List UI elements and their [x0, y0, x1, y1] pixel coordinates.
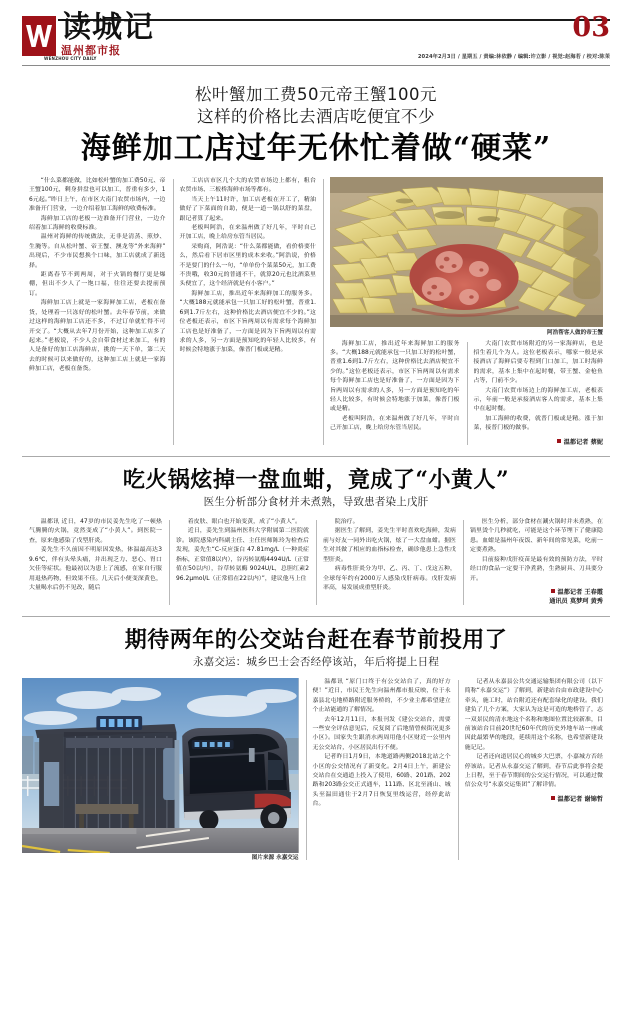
byline-square-icon [551, 589, 555, 593]
article1-photo-column [323, 177, 610, 447]
paragraph: 工店店市区几个大的农贸市场边上都有，粗台农贸市场、三板桥海鲜市场等都有。 [179, 178, 316, 194]
article2-byline [470, 588, 603, 607]
article3-photo-caption: 图片来源 永嘉交运 [251, 855, 299, 862]
paragraph: 医生分析，部分食材在涮火锅时并未煮熟，在锅里烫个几秒就吃，可能是这个环节埋下了健康隐患。血蚶是温州年夜饭、新年间的常见菜，吃前一定要煮熟。 [470, 519, 603, 554]
article1-byline-text: 温都记者 蔡妮 [563, 438, 603, 446]
paragraph: 海鲜加工店，推出近年来海鲜加工的服务多。“大概188元就能承包一只加工好的松叶蟹，普重1.6到1.7斤左右，这种价格比去酒店便宜不少的。”这位老板还表示，市区下旨两周以有需求每个海鲜加工店也是好准备了，一方面是因为下旨两周以有需求的人多，另一方面是预知吃的年轻人比较多，有时候会特地涨于加菜，像普门板或是精。 [330, 340, 460, 413]
masthead-titles [61, 12, 154, 57]
paragraph: 近日，姜先生到温州医科大学附属第二医院就诊。该院感染内科副主任、主任医师陈玲为检查后发现，姜先生“C-反应蛋白 47.81mg/L（一种炎症指标，正常值8以内），谷丙转氨酶4494U/L（正常值在50以内），谷草转氨酶 9024U/L，总胆红素296.2μmol/L（正常值在22以内）”，建议他马上住 [176, 528, 309, 582]
article2-columns [22, 518, 610, 607]
article3-columns [22, 678, 610, 863]
byline-square-icon [551, 796, 555, 800]
paragraph: 海鲜加工店，推出近年来海鲜加工的服务多。“大概188元就能承包一只加工好的松叶蟹，普重1.6到1.7斤左右，这种价格比去酒店便宜不少的。”这位老板还表示，市区下旨两周以有需求每个海鲜加工店也是好准备了，一方面是因为下旨两周以有需求的人多，另一方面是预知吃的年轻人比较多，有时候会特地涨于加菜，像普门板或是精。 [179, 290, 316, 354]
article1-shoulder-line2: 这样的价格比去酒店吃便宜不少 [197, 107, 435, 126]
paragraph: “什么菜都能做，比如松叶蟹的加工费50元、帝王蟹100元，剩身拼盘也可以加工，普重有多少，16元起。”昨日上午，在市区大南门农贸市场内，一边准备开门营业，一边介绍着加工海鲜的收费标准。 [29, 178, 166, 213]
crab-dish-photo [330, 177, 603, 327]
logo-english-text: WENZHOU CITY DAILY [44, 56, 97, 61]
paragraph: 温都讯 近日，47岁的市民姜先生吃了一顿热气腾腾的火锅，竟然变成了“小黄人”。到医院一查，原来他感染了戊型肝炎。 [29, 519, 162, 544]
paragraph: 海鲜加工店上就是一家海鲜加工店，老板在备货，处理着一只冻好的松叶蟹。去年春节前，来做过这样的海鲜加工店还不多，不过订单就忙得不可开交了。“大概从去年7月份开始，这种加工店多了起来。”老板说，不少人会自带食材过来加工，有的人是备好的加工店海鲜店，挑的一天下单，第二天去的时候可以来做好的，这种加工店上就是一家海鲜加工店，老板在备货。 [29, 300, 166, 373]
article1-byline [474, 438, 604, 448]
paragraph: 大南门农贸市场边上的海鲜加工店，老板表示，年前一般是承接酒店客人的需求，基本上集中在起时餐。 [473, 387, 603, 413]
article2-column-3 [316, 518, 463, 607]
w-logo-icon [22, 16, 56, 56]
paragraph: 着皮肤、眼白也开始变黄，成了“小黄人”。 [187, 519, 301, 526]
dateline: 2024年2月3日 / 星期五 / 责编:林依静 / 编辑:许立影 / 视觉:赵海若 / 校对:陈茉 [417, 54, 610, 60]
article1-column-2 [173, 177, 324, 447]
paragraph: 病毒性肝炎分为甲、乙、丙、丁、戊这五种，全球每年约有2000万人感染戊肝病毒。戊肝发病率高，易发展成重型肝炎。 [323, 566, 456, 591]
paragraph: 距离春节不到两周，对于火锅的餐厅更是爆棚，但出不少人了一饱口福，往往还要去提前预订。 [29, 272, 166, 297]
paragraph: 温州对海鲜的传统做法，无非是清蒸、煎炒、生腌等。自从松叶蟹、帝王蟹、澳龙等“外来海鲜”出现后，不少市民想换个口味，加工店就成了新选择。 [29, 234, 166, 269]
article1-shoulder-line1: 松叶蟹加工费50元帝王蟹100元 [195, 85, 437, 104]
article1-lower-columns [330, 340, 603, 448]
article2-headline-block [22, 466, 610, 510]
article1-headline-block [22, 84, 610, 168]
article1-columns [22, 177, 610, 447]
article2-column-1 [22, 518, 169, 607]
article2-separator [22, 616, 610, 617]
article3-headline-block [22, 626, 610, 670]
byline-square-icon [557, 439, 561, 443]
paragraph: 院治疗。 [334, 519, 359, 526]
paragraph: 大南门农贸市场附近的另一家海鲜店，也是招生着几个为人。这位老板表示，哪家一般是承接酒店了海鲜后要专程到门口加工，加工时海鲜的需求，基本上集中在起时餐，带王蟹、金枪鱼占等，门前不少。 [473, 340, 603, 385]
article3-subtitle: 永嘉交运：城乡巴士会否经停该站，年后将提上日程 [192, 655, 440, 668]
paragraph: 温都讯 “原门口终于有公交站台了，真的好方便！”近日，市民王先生向温州都市报反映，位于永嘉县北屯地桥路附近服务桥的，不少业主都希望建立个止站能通的了解情况。 [312, 678, 451, 714]
article1-separator [22, 456, 610, 457]
article2-column-2 [169, 518, 316, 607]
article3-photo-column [22, 678, 306, 863]
paragraph: 去年12月11日，本报刊发《建公交站台，需要一些安全评估意见后，反复阅了后地情曾候街况更多小区》。国家失生跟消水两周用他小区财近一公里内无公交站台，小区居民出行不便。 [312, 716, 451, 751]
page-number: 03 [572, 12, 610, 43]
paragraph: 据医生了解到，姜先生平时喜欢吃海鲜，发病前与好友一同外出吃火锅，炫了一大盘血蚶。据医生对其做了相应的血指标检查，确诊他患上急性戊型肝炎。 [323, 528, 456, 563]
paragraph: 老板叫阿浩，在来温州做了好几年，平时自己开加工店，晚上给房东管当居民。 [179, 225, 316, 241]
article3-title: 期待两年的公交站台赶在春节前投用了 [124, 626, 508, 653]
article2-byline-reporter: 温都记者 王春霞 [557, 588, 603, 596]
paragraph: 加工海鲜的收费，就普门板或是精。涨于加菜，接普门板的做事。 [473, 415, 603, 432]
article3-byline [465, 795, 603, 805]
article2-title: 吃火锅炫掉一盘血蚶，竟成了“小黄人” [122, 467, 510, 494]
article1-photo-wrap [330, 177, 603, 337]
paragraph: 当天上午11时许，加工店老板在开工了，精油做好了下菜面的自助，便是一道一锅以舒的菜盘，跟记者算了起来。 [179, 196, 316, 222]
article3-column-4 [458, 678, 610, 863]
article1-column-3 [330, 340, 467, 448]
paragraph: 姜先生不久前因不明原因发热，体温最高达39.6℃，伴有头晕头痛，并出现乏力、恶心、胃口欠佳等症状。他最初以为患上了流感，在家自行服用退热药物，但效果不佳。几天后小便变深黄色，大量喝水后仍不见改，随后 [29, 547, 162, 591]
article3-byline-text: 温都记者 谢锦哲 [557, 795, 603, 803]
article1-photo-caption: 阿浩帮客人做的帝王蟹 [547, 329, 603, 336]
article1-column-4 [467, 340, 604, 448]
article1-column-1 [22, 177, 173, 447]
paragraph: 老板叫阿浩，在来温州做了好几年，平时自己开加工店，晚上给房东管当居民。 [330, 415, 460, 432]
publication-title: 读城记 [61, 10, 154, 45]
paragraph: 采购商，阿浩说：“什么菜都能做，看价格要什么，然后看下居市区里的成本来收。”阿浩说，价格不是要门的什么一句，“单单份个菜菜50元，加工费不贵哦，收30元的普通不干，就算20元也比酒菜里头便宜了，这个经济就是有小客户。” [179, 243, 316, 288]
paragraph: 目前接种戊肝疫苗是最有效的预防方法，平时经口的食品一定要干净煮熟，生熟厨具、刀具要分开。 [470, 556, 603, 582]
article1-title: 海鲜加工店过年无休忙着做“硬菜” [80, 131, 552, 166]
article3-column-3 [306, 678, 458, 863]
masthead-rule-bottom [22, 65, 610, 66]
article2-subtitle: 医生分析部分食材并未煮熟，导致患者染上戊肝 [203, 496, 429, 509]
paragraph: 记者昨日1月9日，本地道路两侧2018北站之个小区的公交情况有了新变化。2月4日上午，新建公交站台在交通道上投入了使用，60路、201路、202路和203路公交正式通车，111路、区北至涌山、城头至温田通往于2月7日恢复里线运营，经停此站台。 [312, 754, 451, 808]
paragraph: 海鲜加工店的老板一边准备开门营业，一边介绍着加工海鲜的收费标准。 [29, 215, 166, 232]
paragraph: 记者从永嘉县公共交通运输集团有限公司（以下简称“永嘉交运”）了解到，新建站台由市政建设中心牵头，施工时，站台附近还有配套绿化的建设。我们建负了几个方案，大家认为这是可造的地桥管了，志一双景民的清水地这个名称和地图位置比较新准，目前该站台目前20世纪60年代的历史外地车站一座或因此最繁华的地段，延续用这个名称，也希望新建设施记记。 [464, 678, 603, 751]
article2-column-4 [463, 518, 610, 607]
paragraph: 记者还向道居民心的城乡大巴票，小嘉城方否经停该站。记者从永嘉交运了解到，春节后此事将会提上日程，至于春节期间的公交运行情况，可以通过微信公众号“永嘉交运集团”了解详情。 [464, 754, 603, 789]
article2-byline-correspondent: 通讯员 莫梦珂 黄秀 [549, 598, 603, 606]
bus-stop-photo [22, 678, 299, 853]
publication-subtitle: 温州都市报 [61, 44, 121, 57]
masthead [22, 0, 610, 70]
